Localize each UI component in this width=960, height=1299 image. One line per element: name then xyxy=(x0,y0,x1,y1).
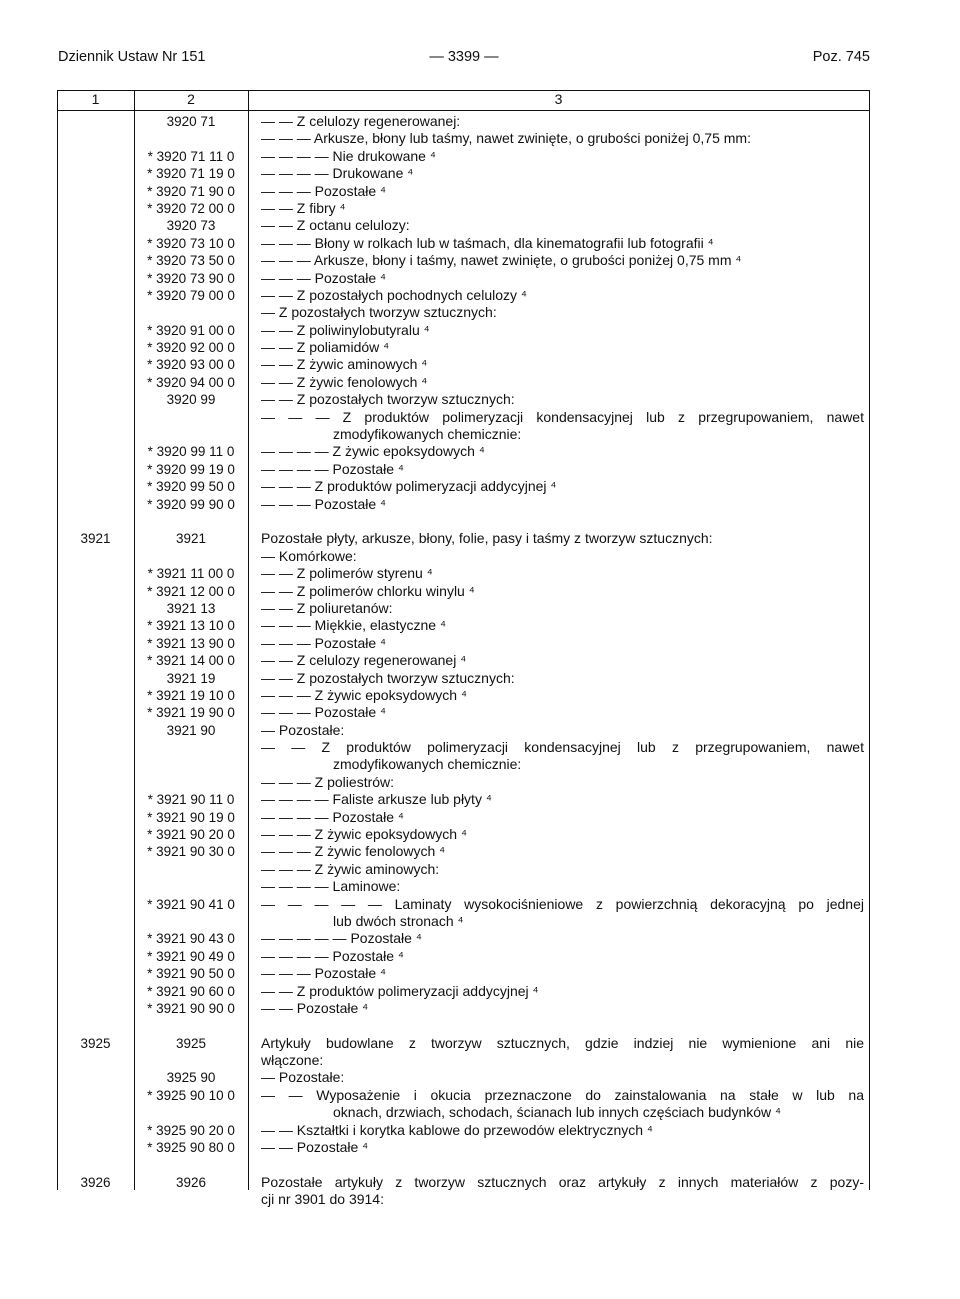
position-number: Poz. 745 xyxy=(812,49,870,65)
table-row xyxy=(57,443,870,460)
description: lub dwóch stronach ⁴ xyxy=(333,912,464,929)
cn-code: * 3921 14 00 0 xyxy=(147,653,235,669)
table-row xyxy=(57,356,870,373)
cn-code: * 3921 13 90 0 xyxy=(147,635,235,651)
table-row xyxy=(57,1069,870,1086)
table-row xyxy=(57,165,870,182)
page-number: — 3399 — xyxy=(429,49,499,65)
cn-code: * 3920 99 90 0 xyxy=(147,496,235,512)
cn-code: * 3920 92 00 0 xyxy=(147,340,235,356)
journal-title: Dziennik Ustaw Nr 151 xyxy=(58,49,206,65)
description: — — Z polimerów chlorku winylu ⁴ xyxy=(261,582,475,599)
description: — — — — Pozostałe ⁴ xyxy=(261,947,404,964)
table-row xyxy=(57,374,870,391)
description: — — — Z żywic epoksydowych ⁴ xyxy=(261,686,467,703)
table-row xyxy=(57,1035,870,1052)
table-row xyxy=(57,600,870,617)
cn-code: 3920 73 xyxy=(166,218,216,234)
description: — — Kształtki i korytka kablowe do przewodów elektrycznych ⁴ xyxy=(261,1121,653,1138)
cn-code: * 3921 12 00 0 xyxy=(147,583,235,599)
description: — Komórkowe: xyxy=(261,547,357,564)
cn-code: 3925 xyxy=(175,1035,207,1051)
description: — — — Arkusze, błony lub taśmy, nawet zwinięte, o grubości poniżej 0,75 mm: xyxy=(261,130,751,147)
table-row xyxy=(57,1000,870,1017)
description: — — — — Z żywic epoksydowych ⁴ xyxy=(261,443,485,460)
table-row xyxy=(57,530,870,547)
cn-code: * 3920 71 11 0 xyxy=(147,148,235,164)
table-row xyxy=(57,461,870,478)
page-header xyxy=(58,49,870,69)
table-row xyxy=(57,478,870,495)
cn-code: * 3921 90 60 0 xyxy=(147,983,235,999)
table-row xyxy=(57,635,870,652)
table-row xyxy=(57,130,870,147)
table-row xyxy=(57,756,870,773)
description: — — Wyposażenie i okucia przeznaczone do zainstalowania na stałe w lub na xyxy=(261,1086,864,1103)
cn-code: 3921 90 xyxy=(166,722,216,738)
table-row xyxy=(57,270,870,287)
heading-code: 3926 xyxy=(80,1174,111,1190)
table-body xyxy=(57,113,870,1209)
description: — — Z pozostałych tworzyw sztucznych: xyxy=(261,669,515,686)
table-row xyxy=(57,1139,870,1156)
description: — — — Z produktów polimeryzacji kondensacyjnej lub z przegrupowaniem, nawet xyxy=(261,408,864,425)
table-row xyxy=(57,496,870,513)
description: — — Z pozostałych tworzyw sztucznych: xyxy=(261,391,515,408)
description: — — — — — Pozostałe ⁴ xyxy=(261,930,422,947)
cn-code: * 3920 93 00 0 xyxy=(147,357,235,373)
description: — — — — Faliste arkusze lub płyty ⁴ xyxy=(261,791,492,808)
description: — — Z poliamidów ⁴ xyxy=(261,339,390,356)
cn-code: * 3921 90 90 0 xyxy=(147,1000,235,1016)
cn-code: * 3921 90 43 0 xyxy=(147,931,235,947)
description: — — — — Pozostałe ⁴ xyxy=(261,808,404,825)
cn-code: * 3921 11 00 0 xyxy=(147,566,235,582)
table-row xyxy=(57,1087,870,1104)
table-row xyxy=(57,583,870,600)
cn-code: * 3920 79 00 0 xyxy=(147,287,235,303)
description: — — Pozostałe ⁴ xyxy=(261,1139,369,1156)
cn-code: 3921 19 xyxy=(166,670,216,686)
table-row xyxy=(57,617,870,634)
description: — — Z żywic aminowych ⁴ xyxy=(261,356,428,373)
table-row xyxy=(57,652,870,669)
table-row xyxy=(57,704,870,721)
table-row xyxy=(57,670,870,687)
table-row xyxy=(57,113,870,130)
description: — — Z żywic fenolowych ⁴ xyxy=(261,373,428,390)
column-header-1: 1 xyxy=(91,91,100,107)
table-row xyxy=(57,1104,870,1121)
description: — — — — Pozostałe ⁴ xyxy=(261,460,404,477)
cn-code: * 3920 73 50 0 xyxy=(147,253,235,269)
table-row xyxy=(57,200,870,217)
description: — — Z polimerów styrenu ⁴ xyxy=(261,565,433,582)
tariff-table xyxy=(57,90,870,1208)
cn-code: 3921 xyxy=(175,531,207,547)
description: Artykuły budowlane z tworzyw sztucznych, gdzie indziej nie wymienione ani nie xyxy=(261,1034,864,1051)
description: zmodyfikowanych chemicznie: xyxy=(333,756,522,773)
table-row xyxy=(57,878,870,895)
table-row xyxy=(57,391,870,408)
description: — — Z celulozy regenerowanej: xyxy=(261,113,461,129)
table-row xyxy=(57,896,870,913)
section-gap xyxy=(57,1156,870,1173)
description: — — — Pozostałe ⁴ xyxy=(261,269,387,286)
table-row xyxy=(57,687,870,704)
table-row xyxy=(57,930,870,947)
table-row xyxy=(57,739,870,756)
column-header-2: 2 xyxy=(187,91,195,107)
description: — — — — Nie drukowane ⁴ xyxy=(261,147,436,164)
heading-code: 3921 xyxy=(80,531,111,547)
table-row xyxy=(57,339,870,356)
cn-code: * 3921 19 10 0 xyxy=(147,687,235,703)
table-row xyxy=(57,843,870,860)
table-row xyxy=(57,322,870,339)
table-row xyxy=(57,148,870,165)
cn-code: 3921 13 xyxy=(166,600,216,616)
table-row xyxy=(57,791,870,808)
cn-code: * 3920 73 10 0 xyxy=(147,235,235,251)
description: — — — Arkusze, błony i taśmy, nawet zwinięte, o grubości poniżej 0,75 mm ⁴ xyxy=(261,252,742,269)
table-row xyxy=(57,183,870,200)
table-row xyxy=(57,1052,870,1069)
description: — — Z produktów polimeryzacji addycyjnej ⁴ xyxy=(261,982,539,999)
table-row xyxy=(57,409,870,426)
description: Pozostałe płyty, arkusze, błony, folie, pasy i taśmy z tworzyw sztucznych: xyxy=(261,530,713,547)
cn-code: * 3921 90 41 0 xyxy=(147,896,235,912)
table-row xyxy=(57,1122,870,1139)
cn-code: * 3920 94 00 0 xyxy=(147,374,235,390)
description: — — Z celulozy regenerowanej ⁴ xyxy=(261,652,467,669)
table-row xyxy=(57,809,870,826)
description: — — Pozostałe ⁴ xyxy=(261,999,369,1016)
column-header-3: 3 xyxy=(554,91,563,107)
cn-code: * 3925 90 20 0 xyxy=(147,1122,235,1138)
description: — — — — Laminowe: xyxy=(261,878,401,895)
section-gap xyxy=(57,513,870,530)
table-row xyxy=(57,913,870,930)
description: — — — Z żywic aminowych: xyxy=(261,860,440,877)
description: — — Z poliuretanów: xyxy=(261,599,393,616)
cn-code: 3920 99 xyxy=(166,392,216,408)
table-row xyxy=(57,722,870,739)
description: — — — Miękkie, elastyczne ⁴ xyxy=(261,617,446,634)
cn-code: * 3921 90 20 0 xyxy=(147,827,235,843)
table-row xyxy=(57,861,870,878)
table-row xyxy=(57,252,870,269)
description: — — — Z żywic fenolowych ⁴ xyxy=(261,843,446,860)
table-row xyxy=(57,948,870,965)
description: — — Z poliwinylobutyralu ⁴ xyxy=(261,321,430,338)
cn-code: * 3920 99 11 0 xyxy=(147,444,235,460)
cn-code: * 3920 73 90 0 xyxy=(147,270,235,286)
cn-code: * 3920 99 19 0 xyxy=(147,461,235,477)
description: — — — Z poliestrów: xyxy=(261,773,395,790)
cn-code: * 3921 19 90 0 xyxy=(147,705,235,721)
table-row xyxy=(57,826,870,843)
description: — — Z pozostałych pochodnych celulozy ⁴ xyxy=(261,286,527,303)
description: cji nr 3901 do 3914: xyxy=(261,1191,384,1208)
table-row xyxy=(57,235,870,252)
cn-code: * 3925 90 80 0 xyxy=(147,1140,235,1156)
heading-code: 3925 xyxy=(80,1035,111,1051)
description: — — — Z produktów polimeryzacji addycyjnej ⁴ xyxy=(261,478,557,495)
cn-code: 3926 xyxy=(175,1174,207,1190)
description: oknach, drzwiach, schodach, ścianach lub innych częściach budynków ⁴ xyxy=(333,1104,782,1121)
description: — — — — — Laminaty wysokociśnieniowe z powierzchnią dekoracyjną po jednej xyxy=(261,895,864,912)
table-row xyxy=(57,965,870,982)
cn-code: 3925 90 xyxy=(166,1070,216,1086)
cn-code: * 3925 90 10 0 xyxy=(147,1087,235,1103)
table-row xyxy=(57,1174,870,1191)
cn-code: * 3921 90 19 0 xyxy=(147,809,235,825)
description: — — — Pozostałe ⁴ xyxy=(261,634,387,651)
table-row xyxy=(57,774,870,791)
description: — — Z produktów polimeryzacji kondensacyjnej lub z przegrupowaniem, nawet xyxy=(261,739,864,756)
table-row xyxy=(57,548,870,565)
table-row xyxy=(57,217,870,234)
description: — — — Błony w rolkach lub w taśmach, dla kinematografii lub fotografii ⁴ xyxy=(261,234,714,251)
description: — — — Pozostałe ⁴ xyxy=(261,704,387,721)
cn-code: * 3921 90 49 0 xyxy=(147,948,235,964)
description: — — — Pozostałe ⁴ xyxy=(261,495,387,512)
description: — — Z octanu celulozy: xyxy=(261,217,410,234)
table-row xyxy=(57,287,870,304)
description: — — — Z żywic epoksydowych ⁴ xyxy=(261,826,467,843)
cn-code: * 3921 90 30 0 xyxy=(147,844,235,860)
header-bottom-rule xyxy=(57,110,870,111)
table-row xyxy=(57,565,870,582)
table-row xyxy=(57,1191,870,1208)
description: — — — — Drukowane ⁴ xyxy=(261,165,414,182)
cn-code: * 3920 72 00 0 xyxy=(147,200,235,216)
description: włączone: xyxy=(261,1052,324,1069)
section-gap xyxy=(57,1017,870,1034)
description: — Z pozostałych tworzyw sztucznych: xyxy=(261,304,497,321)
description: — — Z fibry ⁴ xyxy=(261,199,346,216)
description: — — — Pozostałe ⁴ xyxy=(261,182,387,199)
description: — — — Pozostałe ⁴ xyxy=(261,965,387,982)
cn-code: 3920 71 xyxy=(166,114,216,129)
cn-code: * 3920 91 00 0 xyxy=(147,322,235,338)
description: — Pozostałe: xyxy=(261,721,345,738)
cn-code: * 3921 90 11 0 xyxy=(147,792,235,808)
description: Pozostałe artykuły z tworzyw sztucznych oraz artykuły z innych materiałów z pozy- xyxy=(261,1173,864,1190)
cn-code: * 3920 71 90 0 xyxy=(147,183,235,199)
description: zmodyfikowanych chemicznie: xyxy=(333,426,522,443)
cn-code: * 3921 90 50 0 xyxy=(147,966,235,982)
description: — Pozostałe: xyxy=(261,1069,345,1086)
table-row xyxy=(57,983,870,1000)
cn-code: * 3920 71 19 0 xyxy=(147,166,235,182)
table-row xyxy=(57,426,870,443)
table-row xyxy=(57,304,870,321)
cn-code: * 3921 13 10 0 xyxy=(147,618,235,634)
cn-code: * 3920 99 50 0 xyxy=(147,479,235,495)
